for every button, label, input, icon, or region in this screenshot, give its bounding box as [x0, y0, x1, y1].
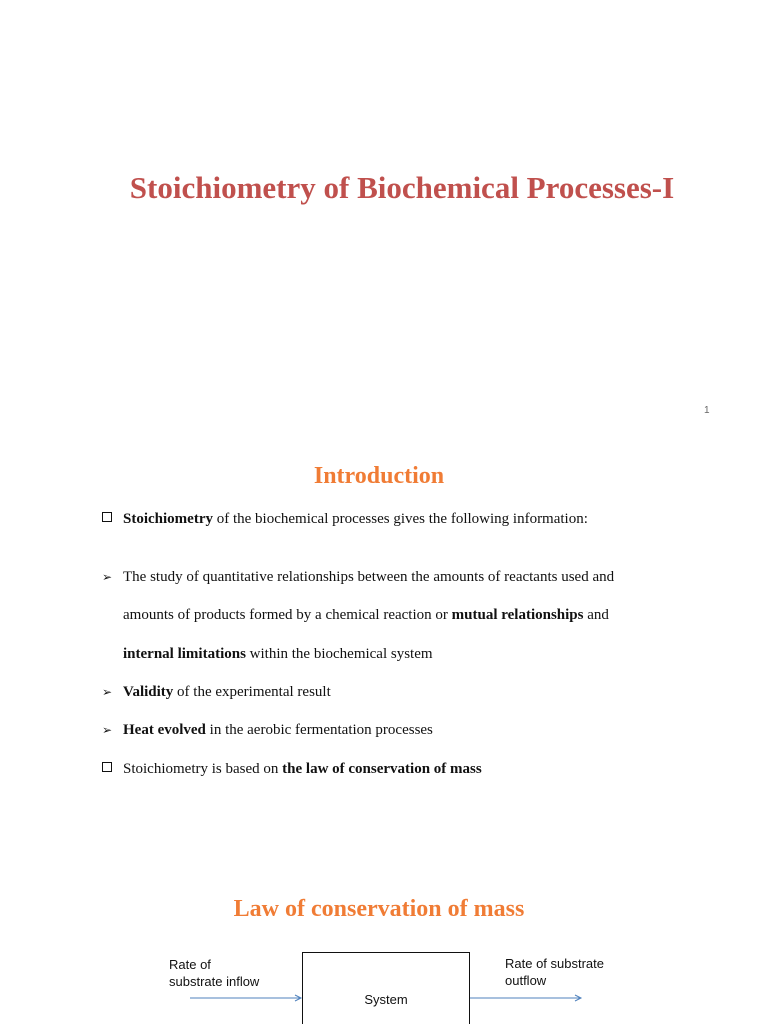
- text: Stoichiometry is based on: [123, 761, 283, 777]
- system-label: System: [364, 992, 408, 1007]
- bullet-validity: [123, 682, 331, 702]
- system-box: [302, 952, 470, 1024]
- bold-text: Heat evolved: [123, 722, 206, 738]
- text: in the aerobic fermentation processes: [205, 722, 433, 738]
- bullet-quantitative-line-3: [123, 644, 433, 664]
- arrowhead-bullet-icon: ➢: [102, 570, 113, 584]
- introduction-heading: Introduction: [313, 463, 445, 489]
- bold-text: the law of conservation of mass: [282, 761, 482, 777]
- inflow-label: [169, 956, 259, 990]
- bold-text: Stoichiometry: [123, 511, 213, 527]
- text: of the experimental result: [173, 684, 331, 700]
- arrowhead-bullet-icon: ➢: [102, 685, 113, 699]
- bullet-quantitative-line-2: [123, 605, 609, 625]
- outflow-arrow-icon: [470, 992, 584, 1004]
- bullet-heat-evolved: [123, 720, 433, 740]
- text: within the biochemical system: [245, 646, 433, 662]
- checkbox-bullet-icon: [102, 762, 112, 772]
- checkbox-bullet-icon: [102, 512, 112, 522]
- arrowhead-bullet-icon: ➢: [102, 723, 113, 737]
- inflow-label-line-2: substrate inflow: [169, 974, 260, 989]
- outflow-label: [505, 955, 604, 989]
- text: amounts of products formed by a chemical reaction or: [123, 607, 452, 623]
- page-number: 1: [704, 405, 710, 416]
- bold-text: mutual relationships: [451, 607, 584, 623]
- outflow-label-line-1: Rate of substrate: [505, 956, 604, 971]
- bold-text: internal limitations: [123, 646, 246, 662]
- text: of the biochemical processes gives the following information:: [212, 511, 588, 527]
- text: and: [583, 607, 609, 623]
- document-title: Stoichiometry of Biochemical Processes-I: [129, 170, 675, 205]
- inflow-label-line-1: Rate of: [169, 957, 211, 972]
- outflow-label-line-2: outflow: [505, 973, 547, 988]
- bullet-stoichiometry-info: [123, 509, 588, 529]
- text: The study of quantitative relationships between the amounts of reactants used and: [123, 569, 615, 585]
- bold-text: Validity: [123, 684, 174, 700]
- bullet-conservation-basis: [123, 759, 482, 779]
- law-of-conservation-heading: Law of conservation of mass: [233, 896, 525, 922]
- inflow-arrow-icon: [190, 992, 304, 1004]
- bullet-quantitative-line-1: [123, 567, 614, 587]
